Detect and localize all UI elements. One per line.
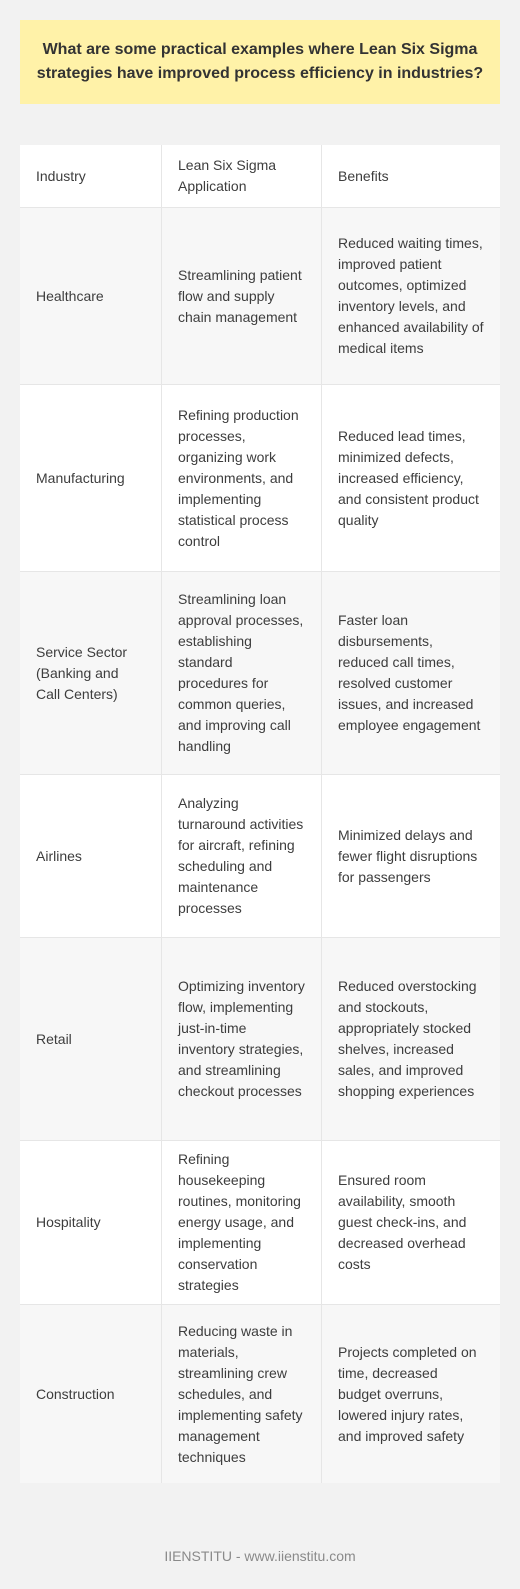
industry-table	[20, 145, 500, 1483]
industry-cell: Construction	[20, 1305, 162, 1483]
application-cell: Analyzing turnaround activities for aircraft, refining scheduling and maintenance processes	[162, 775, 322, 937]
application-cell: Refining production processes, organizing work environments, and implementing statistical process control	[162, 385, 322, 571]
application-cell: Refining housekeeping routines, monitoring energy usage, and implementing conservation strategies	[162, 1141, 322, 1304]
industry-cell: Hospitality	[20, 1141, 162, 1304]
table-header-row	[20, 145, 500, 208]
table-row	[20, 775, 500, 938]
industry-cell: Service Sector (Banking and Call Centers)	[20, 572, 162, 774]
page-title: What are some practical examples where Lean Six Sigma strategies have improved process efficiency in industries?	[20, 20, 500, 104]
benefits-cell: Minimized delays and fewer flight disruptions for passengers	[338, 826, 478, 885]
industry-cell: Airlines	[20, 775, 162, 937]
benefits-cell: Ensured room availability, smooth guest check-ins, and decreased overhead costs	[338, 1172, 467, 1272]
industry-cell: Retail	[20, 938, 162, 1140]
table-row	[20, 385, 500, 572]
benefits-cell: Faster loan disbursements, reduced call times, resolved customer issues, and increased employee engagement	[338, 612, 481, 733]
application-cell: Optimizing inventory flow, implementing just-in-time inventory strategies, and streamlining checkout processes	[162, 938, 322, 1140]
industry-cell: Manufacturing	[20, 385, 162, 571]
header-application: Lean Six Sigma Application	[162, 145, 322, 207]
application-cell: Reducing waste in materials, streamlining crew schedules, and implementing safety management techniques	[162, 1305, 322, 1483]
application-cell: Streamlining patient flow and supply chain management	[162, 208, 322, 384]
footer-credit: IIENSTITU - www.iienstitu.com	[164, 1548, 356, 1564]
header-benefits: Benefits	[338, 167, 389, 184]
table-row	[20, 572, 500, 775]
industry-cell: Healthcare	[20, 208, 162, 384]
benefits-cell: Reduced waiting times, improved patient outcomes, optimized inventory levels, and enhanced availability of medical items	[338, 235, 484, 356]
application-cell: Streamlining loan approval processes, establishing standard procedures for common queries, and improving call handling	[162, 572, 322, 774]
table-row	[20, 208, 500, 385]
table-row	[20, 1141, 500, 1305]
header-industry: Industry	[20, 145, 162, 207]
table-row	[20, 938, 500, 1141]
benefits-cell: Reduced lead times, minimized defects, increased efficiency, and consistent product quality	[338, 427, 479, 528]
benefits-cell: Reduced overstocking and stockouts, appropriately stocked shelves, increased sales, and improved shopping experiences	[338, 978, 477, 1099]
table-row	[20, 1305, 500, 1483]
benefits-cell: Projects completed on time, decreased budget overruns, lowered injury rates, and improved safety	[338, 1343, 477, 1444]
